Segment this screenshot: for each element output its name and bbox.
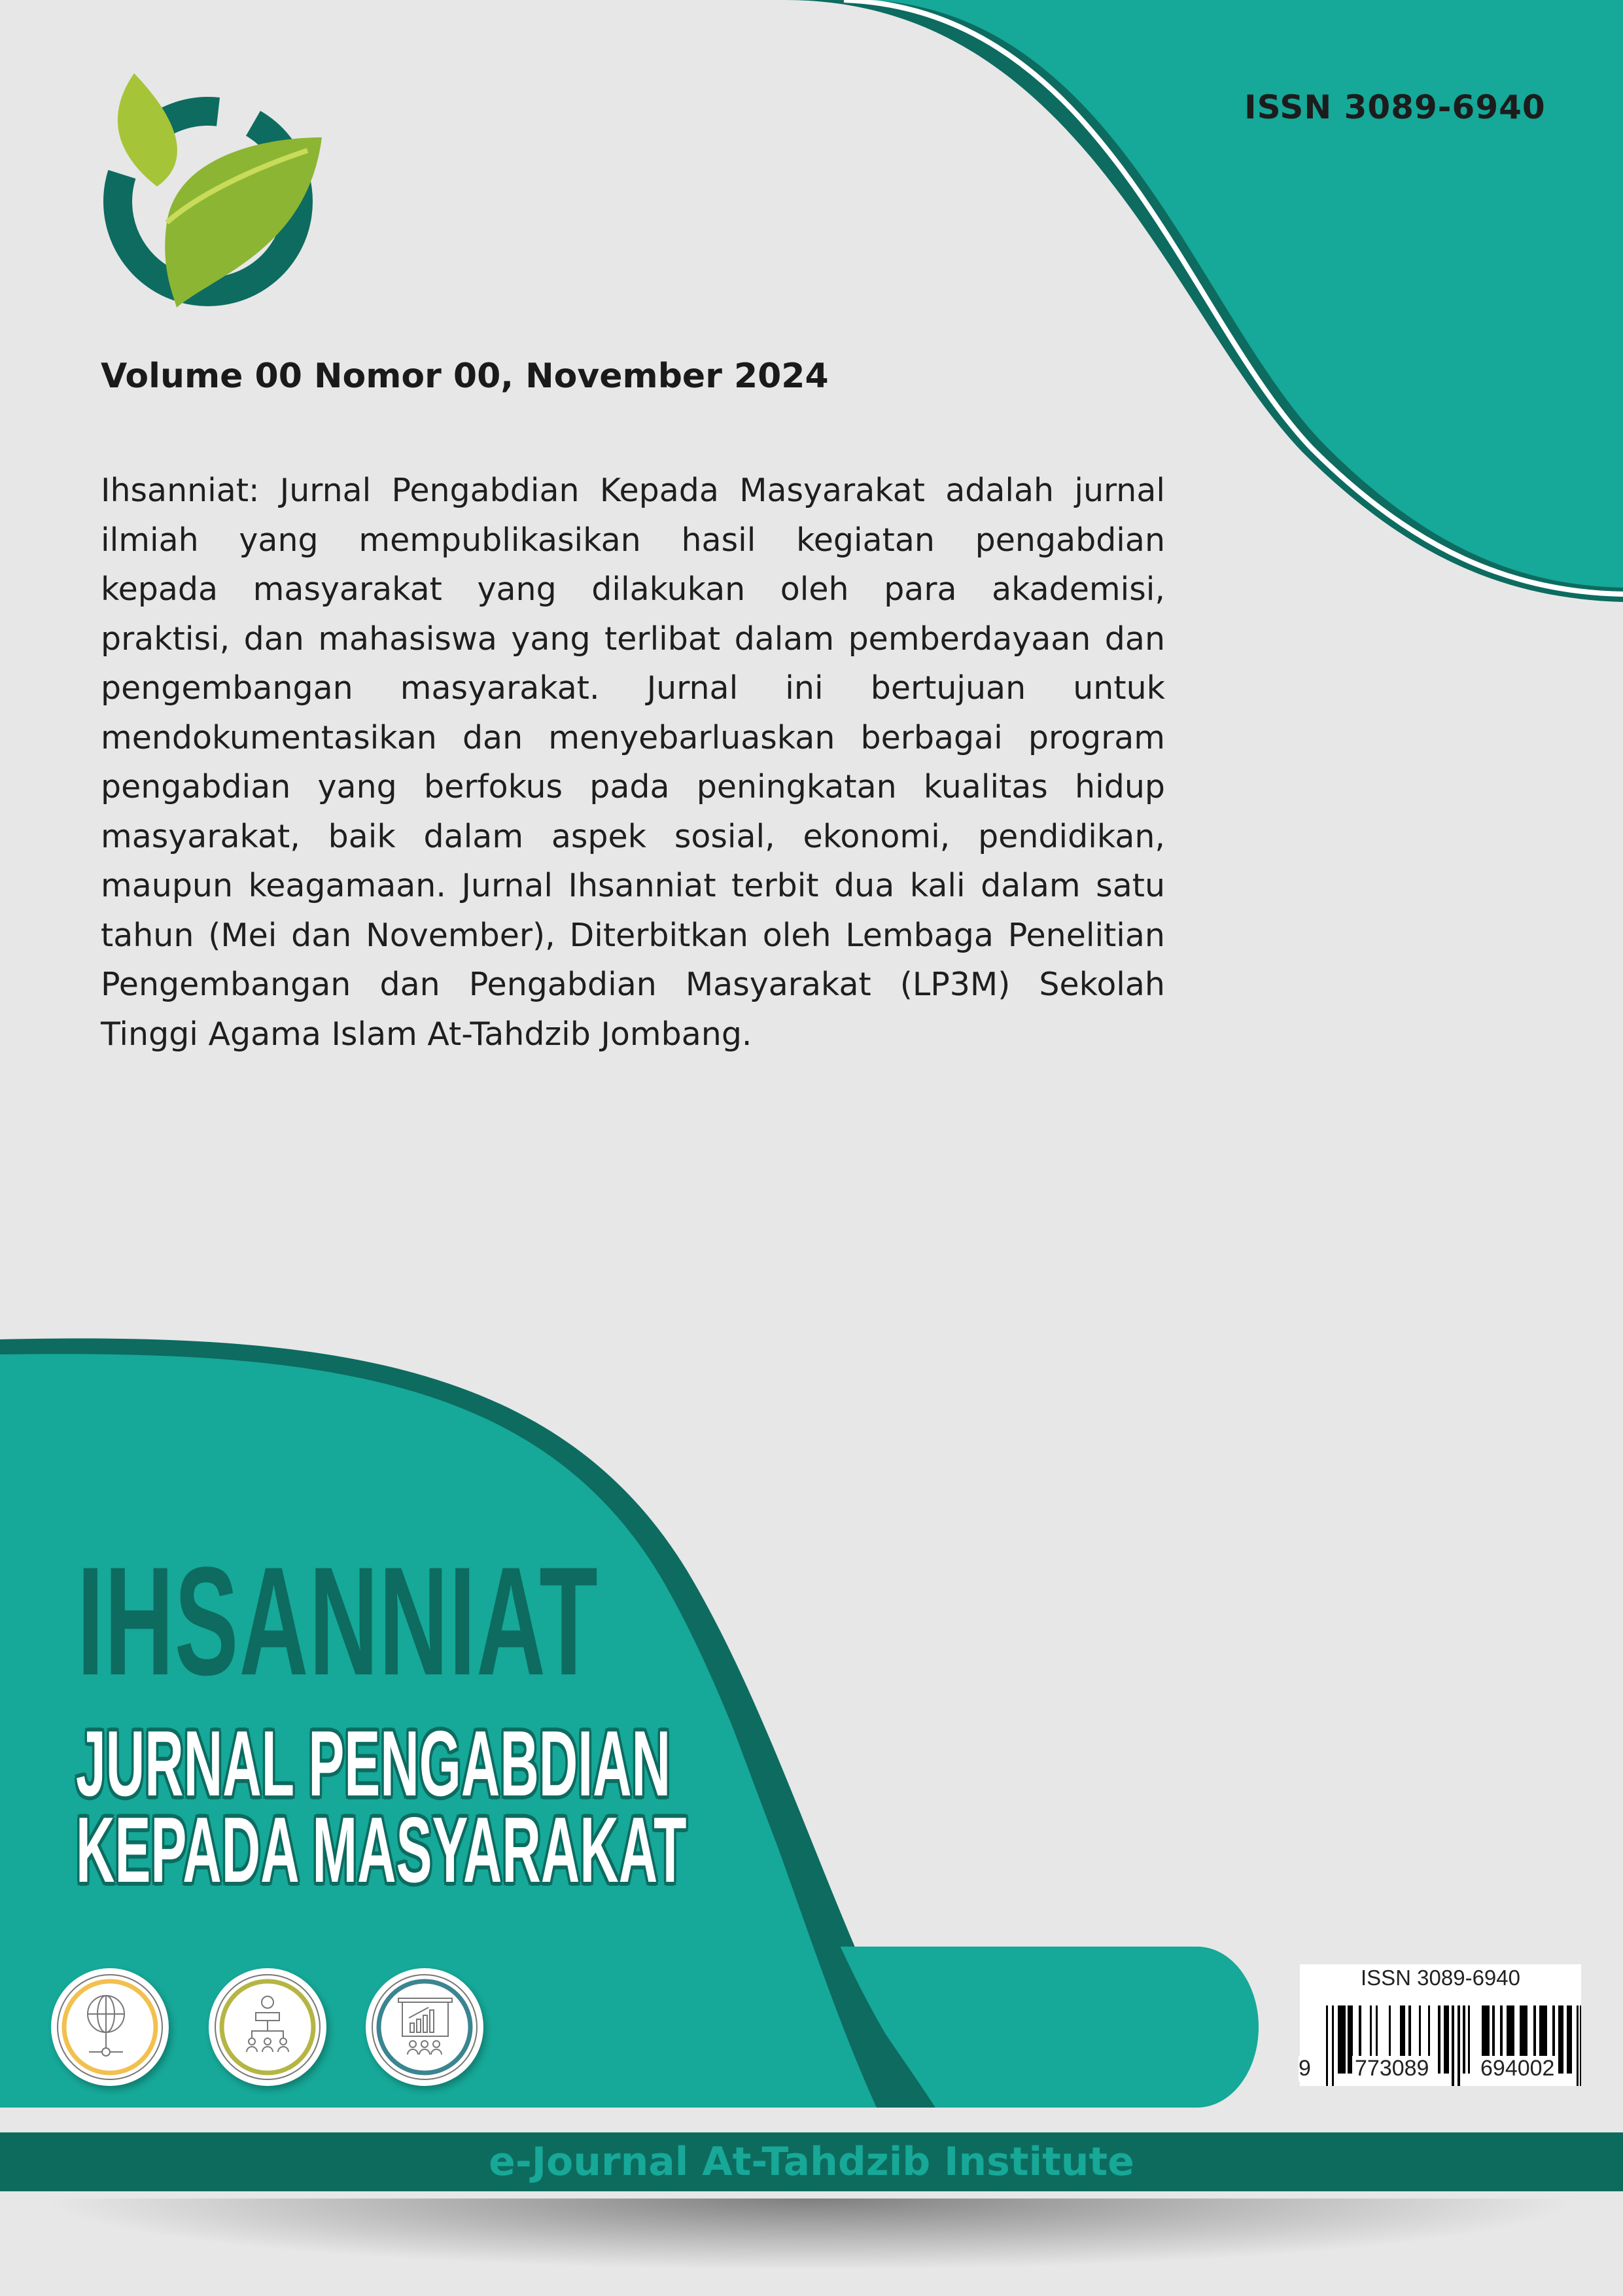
- barcode-right-digits: 694002: [1478, 2056, 1557, 2081]
- barcode-lead-digit: 9: [1299, 2056, 1311, 2081]
- barcode: [1300, 1964, 1581, 2086]
- description-line: tahun (Mei dan November), Diterbitkan oleh Lembaga Penelitian: [101, 916, 1165, 954]
- presentation-badge: [366, 1968, 483, 2086]
- barcode-bar: [1558, 2005, 1563, 2074]
- volume-info: Volume 00 Nomor 00, November 2024: [101, 357, 829, 396]
- barcode-bar: [1580, 2005, 1581, 2086]
- org-chart-icon: [209, 1968, 326, 2086]
- footer-bar: [0, 2132, 1623, 2191]
- description-line: maupun keagamaan. Jurnal Ihsanniat terbit dua kali dalam satu: [101, 867, 1165, 904]
- barcode-left-digits: 773089: [1352, 2056, 1431, 2081]
- barcode-bar: [1438, 2005, 1440, 2074]
- journal-description: [101, 466, 1165, 1059]
- globe-network-badge: [51, 1968, 169, 2086]
- footer-text: e-Journal At-Tahdzib Institute: [489, 2139, 1134, 2185]
- description-line: Ihsanniat: Jurnal Pengabdian Kepada Masyarakat adalah jurnal: [101, 472, 1165, 509]
- barcode-bar: [1463, 2005, 1465, 2074]
- description-line: Pengembangan dan Pengabdian Masyarakat (LP3M) Sekolah: [101, 966, 1165, 1003]
- barcode-issn: ISSN 3089-6940: [1360, 1966, 1520, 1990]
- issn-label: ISSN 3089-6940: [1244, 88, 1546, 126]
- org-chart-badge: [209, 1968, 326, 2086]
- page-shadow: [39, 2199, 1583, 2270]
- journal-logo: [84, 73, 331, 325]
- barcode-bar: [1468, 2005, 1470, 2074]
- barcode-bar: [1457, 2005, 1460, 2086]
- description-line: praktisi, dan mahasiswa yang terlibat dalam pemberdayaan dan: [101, 620, 1165, 658]
- description-line: kepada masyarakat yang dilakukan oleh para akademisi,: [101, 571, 1165, 608]
- description-line: masyarakat, baik dalam aspek sosial, ekonomi, pendidikan,: [101, 817, 1165, 855]
- barcode-bar: [1577, 2005, 1579, 2086]
- globe-network-icon: [51, 1968, 169, 2086]
- barcode-bar: [1452, 2005, 1454, 2086]
- barcode-bar: [1338, 2005, 1346, 2074]
- journal-subtitle-line1: JURNAL PENGABDIAN: [76, 1712, 671, 1816]
- barcode-bar: [1332, 2005, 1334, 2086]
- description-line: pengabdian yang berfokus pada peningkatan kualitas hidup: [101, 768, 1165, 805]
- journal-subtitle-line2: KEPADA MASYARAKAT: [76, 1798, 687, 1902]
- description-line: ilmiah yang mempublikasikan hasil kegiatan pengabdian: [101, 521, 1165, 559]
- barcode-bar: [1326, 2005, 1328, 2086]
- barcode-bar: [1567, 2005, 1572, 2074]
- description-line: pengembangan masyarakat. Jurnal ini bertujuan untuk: [101, 669, 1165, 707]
- description-line: mendokumentasikan dan menyebarluaskan berbagai program: [101, 718, 1165, 756]
- journal-title: IHSANNIAT: [77, 1535, 599, 1708]
- description-line: Tinggi Agama Islam At-Tahdzib Jombang.: [101, 1015, 752, 1053]
- presentation-chart-icon: [366, 1968, 483, 2086]
- barcode-bar: [1444, 2005, 1449, 2074]
